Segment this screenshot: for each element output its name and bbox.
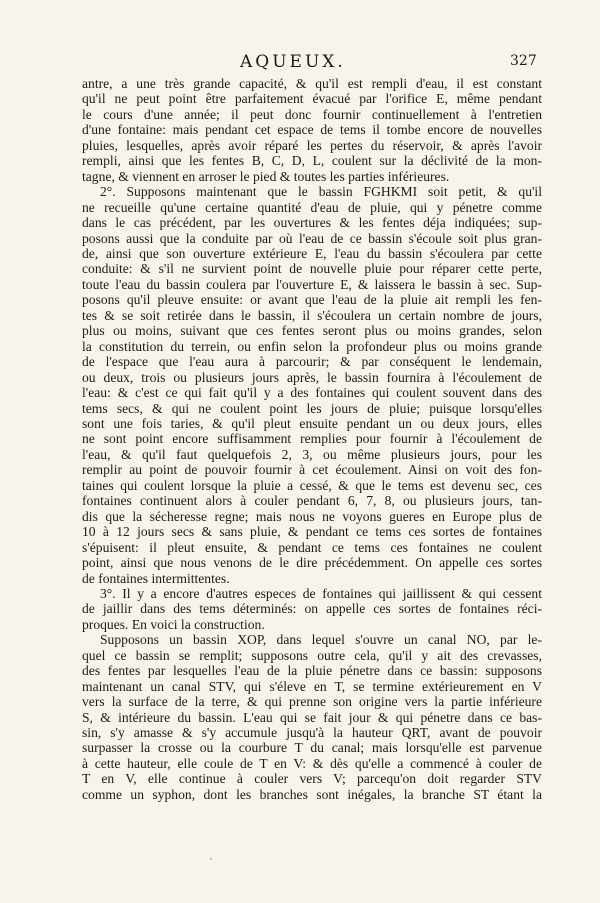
text-line: fontaines continuent alors à couler pendant 6, 7, 8, ou plusieurs jours, tan-: [82, 493, 542, 509]
text-line: 3°. Il y a encore d'autres especes de fontaines qui jaillissent & qui cessent: [100, 585, 542, 601]
paper-speck: [210, 858, 212, 860]
text-line: de l'espace que l'eau aura à parcourir; & par conséquent le lendemain,: [82, 354, 542, 370]
text-line: plus ou moins, suivant que ces fentes seront plus ou moins grandes, selon: [82, 323, 542, 339]
text-line: proques. En voici la construction.: [82, 616, 265, 632]
page-number: 327: [510, 53, 537, 69]
running-head: [0, 52, 600, 74]
text-line: rempli, ainsi que les fentes B, C, D, L, coulent sur la déclivité de la mon-: [82, 153, 542, 169]
text-line: T en V, elle continue à couler vers V; parcequ'on doit regarder STV: [82, 771, 542, 787]
text-line: antre, a une très grande capacité, & qu'il est rempli d'eau, il est constant: [82, 76, 542, 91]
text-line: remplir au point de pouvoir fournir à cet écoulement. Ainsi on voit des fon-: [82, 462, 542, 478]
text-line: dis que la sécheresse regne; mais nous ne voyons gueres en Europe plus de: [82, 508, 542, 524]
text-line: qu'il ne peut point être parfaitement évacué par l'orifice E, même pendant: [82, 91, 542, 107]
text-line: de fontaines intermittentes.: [82, 570, 230, 586]
text-line: taines qui coulent lorsque la pluie a cessé, & que le tems est devenu sec, ces: [82, 477, 542, 493]
text-line: tems secs, & qui ne coulent point les jours de pluie; puisque lorsqu'elles: [82, 400, 542, 416]
body-text: [82, 76, 542, 802]
text-line: l'eau: & c'est ce qui fait qu'il y a des fontaines qui coulent souvent dans des: [82, 385, 542, 401]
text-line: sin, s'y amasse & s'y accumule jusqu'à la hauteur QRT, avant de pouvoir: [82, 725, 542, 741]
text-line: S, & intérieure du bassin. L'eau qui se fait jour & qui pénetre dans ce bas-: [82, 709, 542, 725]
text-line: tes & se soit retirée dans le bassin, il s'écoulera un certain nombre de jours,: [82, 307, 542, 323]
text-line: posons aussi que la conduite par où l'eau de ce bassin s'écoule soit plus gran-: [82, 230, 542, 246]
text-line: comme un syphon, dont les branches sont inégales, la branche ST étant la: [82, 786, 542, 802]
text-line: 2°. Supposons maintenant que le bassin FGHKMI soit petit, & qu'il: [100, 184, 542, 200]
text-line: surpasser la crosse ou la courbure T du canal; mais lorsqu'elle est parvenue: [82, 740, 542, 756]
text-line: des fentes par lesquelles l'eau de la pluie pénetre dans ce bassin: supposons: [82, 663, 542, 679]
text-line: tagne, & viennent en arroser le pied & toutes les parties inférieures.: [82, 168, 450, 184]
text-line: 10 à 12 jours secs & sans pluie, & pendant ce tems ces sortes de fontaines: [82, 524, 542, 540]
text-line: s'épuisent: il pleut ensuite, & pendant ce tems ces fontaines ne coulent: [82, 539, 542, 555]
text-line: point, ainsi que nous venons de le dire précédemment. On appelle ces sortes: [82, 555, 542, 571]
text-line: de, ainsi que son ouverture extérieure E, l'eau du bassin s'écoulera par cette: [82, 245, 542, 261]
text-line: le cours d'une année; il peut donc fournir continuellement à l'entretien: [82, 106, 542, 122]
text-line: pluies, lesquelles, après avoir réparé les pertes du réservoir, & après l'avoir: [82, 137, 542, 153]
text-line: d'une fontaine: mais pendant cet espace de tems il tombe encore de nouvelles: [82, 122, 542, 138]
text-line: vers la surface de la terre, & qui prenne son origine vers la partie inférieure: [82, 694, 542, 710]
text-line: conduite: & s'il ne survient point de nouvelle pluie pour réparer cette perte,: [82, 261, 542, 277]
text-line: ne recueille qu'une certaine quantité d'eau de pluie, qui y pénetre comme: [82, 199, 542, 215]
text-line: ne sont point encore suffisamment remplies pour fournir à l'écoulement de: [82, 431, 542, 447]
text-line: de jaillir dans des tems déterminés: on appelle ces sortes de fontaines réci-: [82, 601, 542, 617]
text-line: la constitution du terrein, ou enfin selon la profondeur plus ou moins grande: [82, 338, 542, 354]
text-line: dans le cas précédent, par les ouvertures & les fentes déja indiquées; sup-: [82, 215, 542, 231]
text-line: sont une fois taries, & qu'il pleut ensuite pendant un ou deux jours, elles: [82, 415, 542, 431]
text-line: Supposons un bassin XOP, dans lequel s'ouvre un canal NO, par le-: [100, 632, 542, 648]
text-line: l'eau, & qu'il faut quelquefois 2, 3, ou même plusieurs jours, pour les: [82, 446, 542, 462]
running-title: AQUEUX.: [240, 52, 346, 72]
text-line: quel ce bassin se remplit; supposons outre cela, qu'il y ait des crevasses,: [82, 647, 542, 663]
text-line: maintenant un canal STV, qui s'éleve en T, se termine extérieurement en V: [82, 678, 542, 694]
text-line: à cette hauteur, elle coule de T en V: & dès qu'elle a commencé à couler de: [82, 755, 542, 771]
text-line: ou deux, trois ou plusieurs jours après, le bassin fournira à l'écoulement de: [82, 369, 542, 385]
text-line: toute l'eau du bassin coulera par l'ouverture E, & laissera le bassin à sec. Sup-: [82, 276, 542, 292]
text-line: posons qu'il pleuve ensuite: or avant que l'eau de la pluie ait rempli les fen-: [82, 292, 542, 308]
